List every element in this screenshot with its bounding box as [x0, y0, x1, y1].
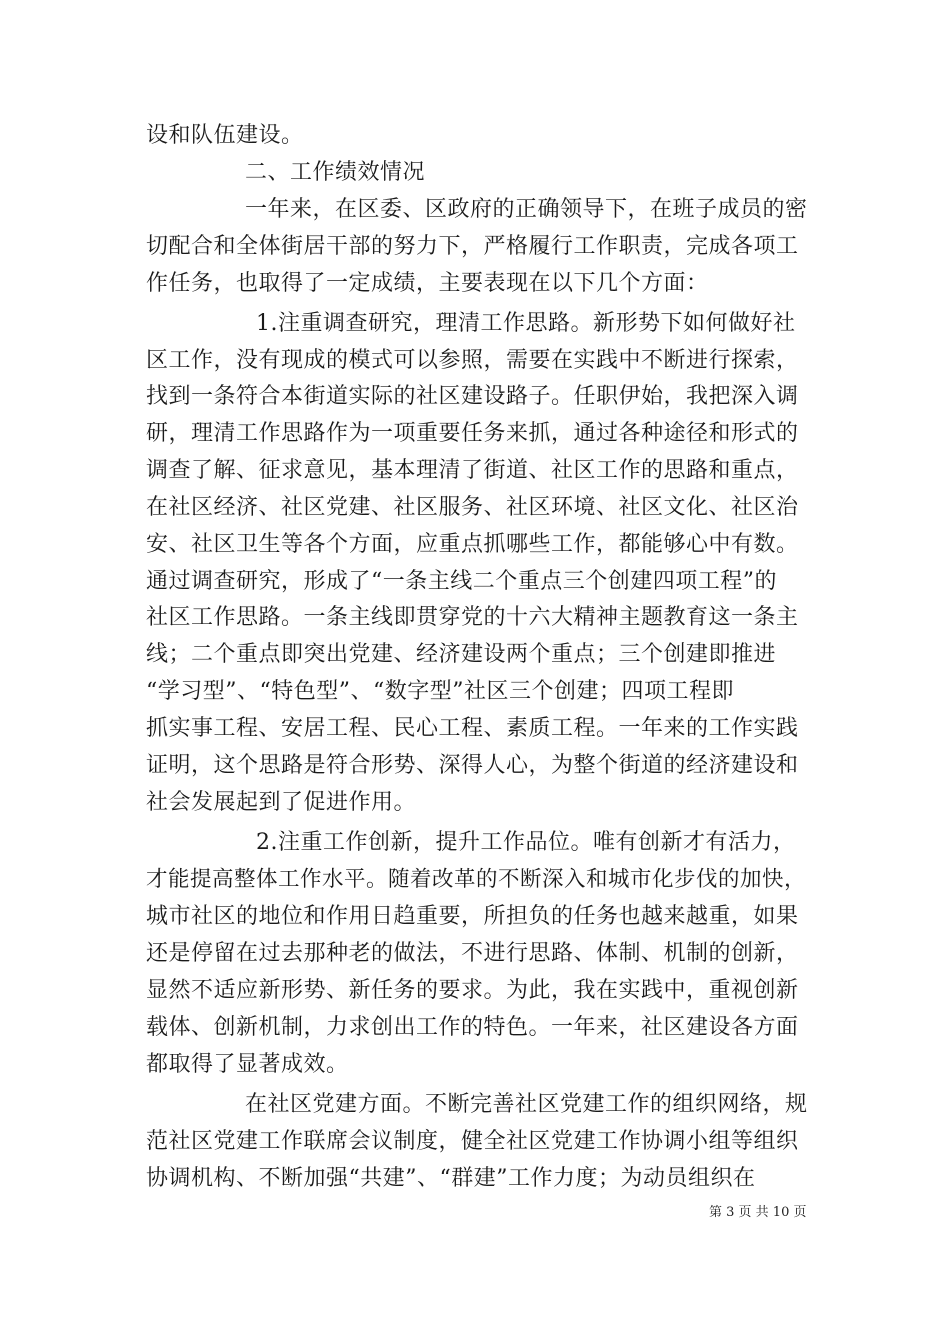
- text-line: 线；二个重点即突出党建、经济建设两个重点；三个创建即推进: [146, 642, 777, 667]
- text-line: 协调机构、不断加强“共建”、“群建”工作力度；为动员组织在: [146, 1166, 756, 1191]
- text-line: 安、社区卫生等各个方面，应重点抓哪些工作，都能够心中有数。: [146, 532, 799, 557]
- text-line: 设和队伍建设。: [146, 123, 304, 148]
- text-line: 抓实事工程、安居工程、民心工程、素质工程。一年来的工作实践: [146, 716, 799, 741]
- text-line: 显然不适应新形势、新任务的要求。为此，我在实践中，重视创新: [146, 978, 799, 1003]
- text-line: 社会发展起到了促进作用。: [146, 790, 417, 815]
- text-line: 载体、创新机制，力求创出工作的特色。一年来，社区建设各方面: [146, 1015, 799, 1040]
- text-line: 1.注重调查研究，理清工作思路。新形势下如何做好社: [256, 311, 796, 336]
- text-line: 范社区党建工作联席会议制度，健全社区党建工作协调小组等组织: [146, 1129, 799, 1154]
- text-line: 在社区党建方面。不断完善社区党建工作的组织网络，规: [245, 1092, 808, 1117]
- text-line: 找到一条符合本街道实际的社区建设路子。任职伊始，我把深入调: [146, 384, 799, 409]
- text-line: 才能提高整体工作水平。随着改革的不断深入和城市化步伐的加快，: [146, 867, 807, 892]
- text-line: 证明，这个思路是符合形势、深得人心，为整个街道的经济建设和: [146, 753, 799, 778]
- page-number-footer: 第 3 页 共 10 页: [709, 1205, 807, 1220]
- text-line: 区工作，没有现成的模式可以参照，需要在实践中不断进行探索，: [146, 348, 799, 373]
- text-line: 社区工作思路。一条主线即贯穿党的十六大精神主题教育这一条主: [146, 605, 799, 630]
- text-line: “学习型”、“特色型”、“数字型”社区三个创建；四项工程即: [146, 679, 734, 704]
- text-line: 城市社区的地位和作用日趋重要，所担负的任务也越来越重，如果: [146, 904, 799, 929]
- text-line: 都取得了显著成效。: [146, 1052, 349, 1077]
- text-line: 切配合和全体街居干部的努力下，严格履行工作职责，完成各项工: [146, 234, 799, 259]
- text-line: 还是停留在过去那种老的做法，不进行思路、体制、机制的创新，: [146, 941, 799, 966]
- text-line: 作任务，也取得了一定成绩，主要表现在以下几个方面：: [146, 271, 709, 296]
- text-line: 2.注重工作创新，提升工作品位。唯有创新才有活力，: [256, 830, 796, 855]
- text-line: 在社区经济、社区党建、社区服务、社区环境、社区文化、社区治: [146, 495, 799, 520]
- text-line: 通过调查研究，形成了“一条主线二个重点三个创建四项工程”的: [146, 569, 777, 594]
- text-line: 调查了解、征求意见，基本理清了街道、社区工作的思路和重点，: [146, 458, 799, 483]
- section-heading: 二、工作绩效情况: [245, 160, 426, 185]
- text-line: 研，理清工作思路作为一项重要任务来抓，通过各种途径和形式的: [146, 421, 799, 446]
- text-line: 一年来，在区委、区政府的正确领导下，在班子成员的密: [245, 197, 808, 222]
